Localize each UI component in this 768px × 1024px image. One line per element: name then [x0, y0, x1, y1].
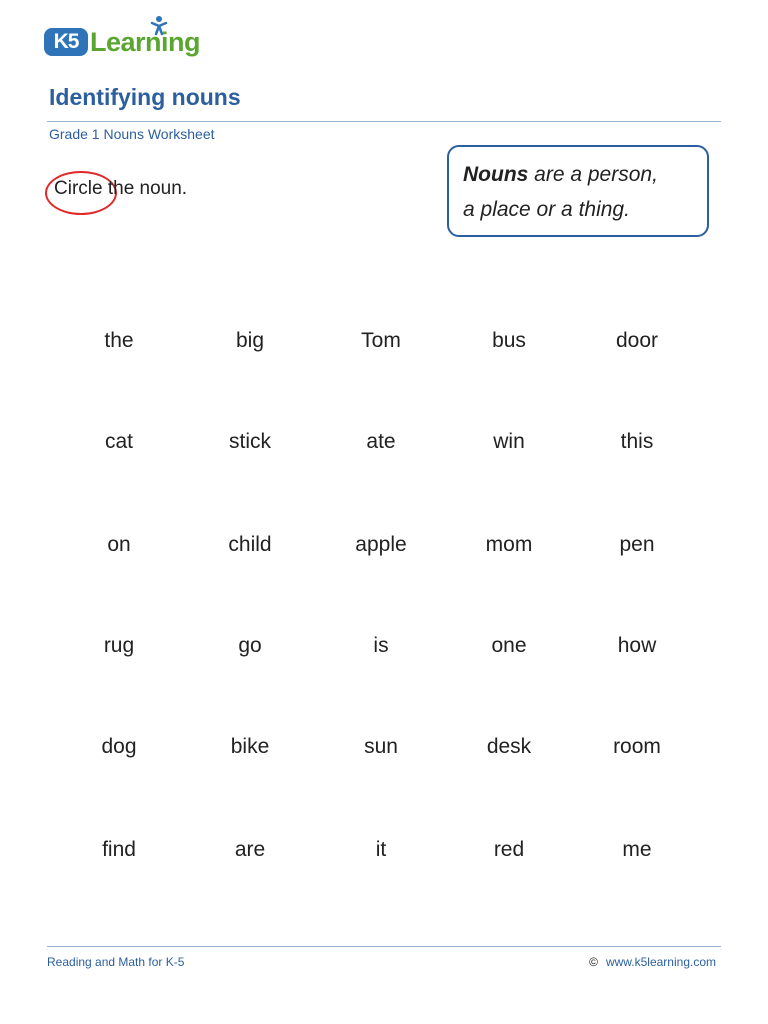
word-option[interactable]: this	[620, 430, 654, 453]
word-option[interactable]: on	[107, 533, 131, 556]
word-option[interactable]: sun	[364, 735, 398, 758]
word-option[interactable]: win	[493, 430, 525, 453]
word-option[interactable]: room	[613, 735, 661, 758]
word-option[interactable]: child	[228, 533, 272, 556]
footer-url: www.k5learning.com	[605, 955, 716, 969]
word-option[interactable]: bus	[492, 329, 526, 352]
word-option[interactable]: Tom	[361, 329, 401, 352]
header-divider	[47, 121, 721, 122]
copyright-symbol: ©	[589, 955, 598, 969]
word-option[interactable]: big	[235, 329, 265, 352]
word-option[interactable]: mom	[485, 533, 533, 556]
footer-tagline: Reading and Math for K-5	[47, 955, 185, 969]
word-option[interactable]: bike	[230, 735, 270, 758]
instruction-circled-word: Circle	[54, 178, 103, 199]
word-option[interactable]: apple	[355, 533, 407, 556]
word-option[interactable]: door	[615, 329, 659, 352]
word-option[interactable]: are	[234, 838, 266, 861]
definition-bold: Nouns	[463, 163, 529, 186]
word-option[interactable]: stick	[229, 430, 271, 453]
page-subtitle: Grade 1 Nouns Worksheet	[49, 126, 215, 142]
word-option[interactable]: pen	[619, 533, 655, 556]
definition-line1: are a person,	[528, 163, 658, 186]
word-option[interactable]: desk	[486, 735, 532, 758]
footer-website	[589, 955, 716, 969]
page-title: Identifying nouns	[49, 84, 241, 110]
word-option[interactable]: me	[622, 838, 652, 861]
word-option[interactable]: dog	[101, 735, 137, 758]
footer-divider	[47, 946, 721, 947]
word-option[interactable]: red	[493, 838, 525, 861]
word-option[interactable]: how	[617, 634, 657, 657]
word-option[interactable]: rug	[103, 634, 135, 657]
word-option[interactable]: ate	[366, 430, 396, 453]
noun-definition-box	[447, 145, 709, 237]
logo-figure-icon	[148, 14, 170, 36]
logo-badge: K5	[44, 28, 88, 56]
word-option[interactable]: go	[238, 634, 262, 657]
word-option[interactable]: find	[102, 838, 136, 861]
word-option[interactable]: the	[104, 329, 134, 352]
definition-line2: a place or a thing.	[463, 198, 630, 221]
k5-learning-logo	[44, 14, 214, 58]
word-option[interactable]: it	[375, 838, 387, 861]
word-option[interactable]: cat	[104, 430, 133, 453]
instruction-rest: the noun.	[107, 178, 188, 199]
instruction-text	[54, 178, 187, 200]
word-option[interactable]: is	[373, 634, 389, 657]
word-option[interactable]: one	[491, 634, 527, 657]
logo-text: Learning	[90, 27, 201, 57]
